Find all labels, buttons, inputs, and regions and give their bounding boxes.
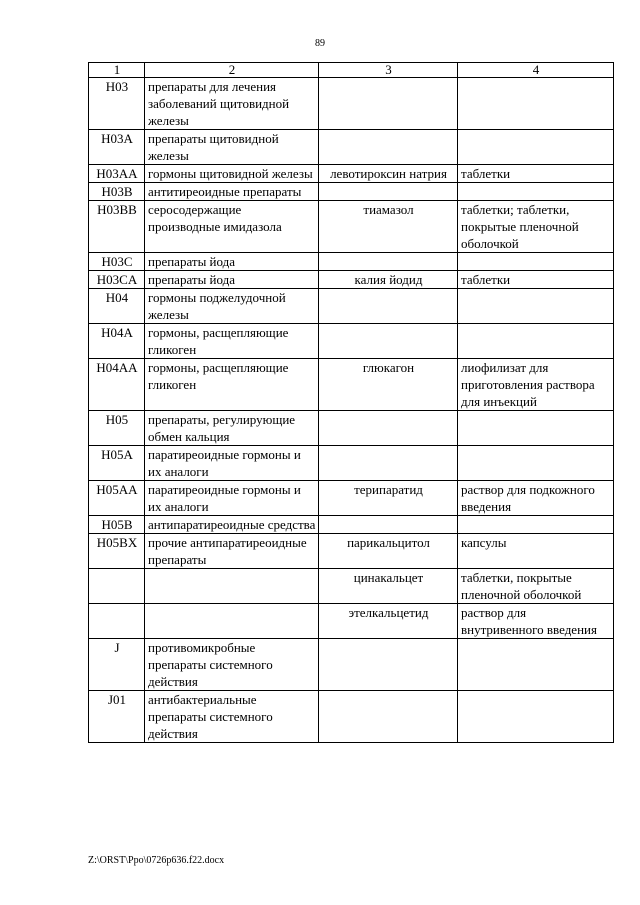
header-cell-drug: 3 [319,63,458,78]
table-row [89,639,614,691]
dosage-form-cell [458,446,614,481]
atc-code-cell: H04A [89,324,145,359]
atc-name-cell: препараты йода [145,253,319,271]
table-row [89,516,614,534]
table-row [89,201,614,253]
drug-name-cell: глюкагон [319,359,458,411]
page-number: 89 [315,38,325,49]
drug-name-cell: парикальцитол [319,534,458,569]
atc-code-cell: J [89,639,145,691]
atc-name-cell: гормоны щитовидной железы [145,165,319,183]
dosage-form-cell: раствор для внутривенного введения [458,604,614,639]
atc-name-cell: гормоны поджелудочной железы [145,289,319,324]
atc-name-cell: антитиреоидные препараты [145,183,319,201]
drug-classification-table [88,62,614,743]
atc-code-cell: H05BX [89,534,145,569]
dosage-form-cell [458,691,614,743]
atc-code-cell: H03A [89,130,145,165]
drug-name-cell [319,639,458,691]
table-row [89,165,614,183]
atc-code-cell [89,604,145,639]
drug-name-cell [319,253,458,271]
atc-code-cell: H05A [89,446,145,481]
atc-name-cell: препараты для лечения заболеваний щитовидной железы [145,78,319,130]
atc-code-cell: H04AA [89,359,145,411]
atc-code-cell: H05B [89,516,145,534]
atc-name-cell: гормоны, расщепляющие гликоген [145,359,319,411]
dosage-form-cell [458,289,614,324]
atc-name-cell: гормоны, расщепляющие гликоген [145,324,319,359]
table-row [89,289,614,324]
dosage-form-cell: капсулы [458,534,614,569]
atc-code-cell: H03 [89,78,145,130]
table-row [89,569,614,604]
atc-name-cell: препараты щитовидной железы [145,130,319,165]
atc-code-cell: J01 [89,691,145,743]
header-cell-name: 2 [145,63,319,78]
atc-name-cell: антибактериальные препараты системного действия [145,691,319,743]
atc-code-cell: H05AA [89,481,145,516]
atc-name-cell [145,604,319,639]
table-row [89,130,614,165]
atc-name-cell: противомикробные препараты системного действия [145,639,319,691]
table-row [89,534,614,569]
dosage-form-cell [458,253,614,271]
dosage-form-cell: таблетки [458,165,614,183]
atc-name-cell: антипаратиреоидные средства [145,516,319,534]
drug-name-cell [319,78,458,130]
atc-code-cell: H03CA [89,271,145,289]
table-row [89,411,614,446]
dosage-form-cell [458,639,614,691]
drug-name-cell: левотироксин натрия [319,165,458,183]
table-row [89,604,614,639]
atc-code-cell: H03AA [89,165,145,183]
atc-name-cell: прочие антипаратиреоидные препараты [145,534,319,569]
table-row [89,324,614,359]
header-cell-form: 4 [458,63,614,78]
header-cell-code: 1 [89,63,145,78]
atc-name-cell: паратиреоидные гормоны и их аналоги [145,446,319,481]
dosage-form-cell: раствор для подкожного введения [458,481,614,516]
dosage-form-cell: таблетки [458,271,614,289]
dosage-form-cell: лиофилизат для приготовления раствора для инъекций [458,359,614,411]
dosage-form-cell [458,324,614,359]
dosage-form-cell [458,130,614,165]
drug-name-cell: терипаратид [319,481,458,516]
drug-name-cell [319,289,458,324]
drug-name-cell [319,130,458,165]
atc-name-cell: препараты, регулирующие обмен кальция [145,411,319,446]
dosage-form-cell: таблетки, покрытые пленочной оболочкой [458,569,614,604]
table-row [89,271,614,289]
atc-name-cell [145,569,319,604]
dosage-form-cell: таблетки; таблетки, покрытые пленочной оболочкой [458,201,614,253]
drug-name-cell [319,183,458,201]
dosage-form-cell [458,411,614,446]
atc-code-cell: H03B [89,183,145,201]
drug-name-cell: этелкальцетид [319,604,458,639]
drug-name-cell: тиамазол [319,201,458,253]
atc-name-cell: паратиреоидные гормоны и их аналоги [145,481,319,516]
drug-name-cell: калия йодид [319,271,458,289]
table-header-row [89,63,614,78]
table-row [89,359,614,411]
atc-code-cell: H03BB [89,201,145,253]
table-row [89,691,614,743]
drug-name-cell [319,446,458,481]
dosage-form-cell [458,183,614,201]
dosage-form-cell [458,516,614,534]
table-row [89,78,614,130]
drug-name-cell [319,516,458,534]
table-row [89,481,614,516]
atc-code-cell: H05 [89,411,145,446]
table-row [89,183,614,201]
drug-name-cell [319,411,458,446]
atc-name-cell: серосодержащие производные имидазола [145,201,319,253]
drug-name-cell [319,691,458,743]
atc-code-cell: H04 [89,289,145,324]
table-row [89,253,614,271]
atc-code-cell [89,569,145,604]
table-row [89,446,614,481]
atc-code-cell: H03C [89,253,145,271]
drug-name-cell [319,324,458,359]
dosage-form-cell [458,78,614,130]
atc-name-cell: препараты йода [145,271,319,289]
file-path-footer: Z:\ORST\Ppo\0726p636.f22.docx [88,855,225,866]
drug-name-cell: цинакальцет [319,569,458,604]
